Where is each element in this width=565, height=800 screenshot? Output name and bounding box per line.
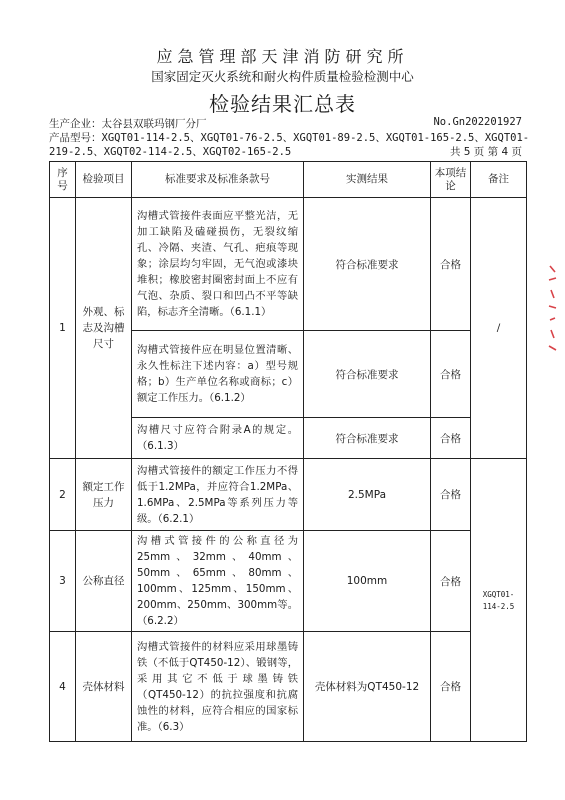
center-name: 国家固定灭火系统和耐火构件质量检验检测中心 (151, 69, 414, 84)
header-item: 检验项目 (76, 162, 132, 198)
table-row (50, 198, 527, 331)
conclusion: 合格 (431, 632, 471, 742)
inspection-seal-fragment (548, 262, 557, 354)
report-number: No.Gn202201927 (433, 116, 522, 128)
conclusion: 合格 (431, 531, 471, 632)
header-requirement: 标准要求及标准条款号 (132, 162, 304, 198)
remark-model (471, 459, 527, 742)
header-result: 实测结果 (304, 162, 431, 198)
test-item: 壳体材料 (76, 632, 132, 742)
remark: / (471, 198, 527, 459)
measured-result: 符合标准要求 (304, 198, 431, 331)
conclusion: 合格 (431, 459, 471, 531)
conclusion: 合格 (431, 331, 471, 418)
header-conclusion: 本项结论 (431, 162, 471, 198)
table-row (50, 531, 527, 632)
test-item: 外观、标志及沟槽尺寸 (76, 198, 132, 459)
page-title: 检验结果汇总表 (209, 92, 356, 116)
table-header-row (50, 162, 527, 198)
seal-edge-icon (548, 262, 557, 354)
requirement-text: 沟槽尺寸应符合附录A的规定。（6.1.3） (132, 418, 304, 459)
results-table (49, 161, 527, 742)
table-row (50, 459, 527, 531)
manufacturer: 生产企业：太谷县双联玛钢厂分厂 (49, 118, 207, 130)
requirement-text: 沟槽式管接件的公称直径为25mm、32mm、40mm、50mm、65mm、80mm、100mm、125mm、150mm、200mm、250mm、300mm等。（6.2.2） (132, 531, 304, 632)
row-number: 2 (50, 459, 76, 531)
measured-result: 壳体材料为QT450-12 (304, 632, 431, 742)
header-no: 序号 (50, 162, 76, 198)
row-number: 4 (50, 632, 76, 742)
requirement-text: 沟槽式管接件应在明显位置清晰、永久性标注下述内容：a）型号规格；b）生产单位名称或商标；c）额定工作压力。（6.1.2） (132, 331, 304, 418)
requirement-text: 沟槽式管接件的额定工作压力不得低于1.2MPa，并应符合1.2MPa、1.6MPa、2.5MPa等系列压力等级。（6.2.1） (132, 459, 304, 531)
header-remark: 备注 (471, 162, 527, 198)
institute-name: 应急管理部天津消防研究所 (156, 47, 409, 66)
conclusion: 合格 (431, 198, 471, 331)
product-models-line1: 产品型号：XGQT01-114-2.5、XGQT01-76-2.5、XGQT01-89-2.5、XGQT01-165-2.5、XGQT01- (49, 132, 530, 144)
table-row (50, 632, 527, 742)
measured-result: 符合标准要求 (304, 418, 431, 459)
test-item: 公称直径 (76, 531, 132, 632)
row-number: 3 (50, 531, 76, 632)
test-item: 额定工作压力 (76, 459, 132, 531)
row-number: 1 (50, 198, 76, 459)
page-indicator: 共 5 页 第 4 页 (449, 146, 522, 158)
requirement-text: 沟槽式管接件表面应平整光洁，无加工缺陷及磕碰损伤，无裂纹缩孔、冷隔、夹渣、气孔、疤痕等现象；涂层均匀牢固，无气泡或漆块堆积；橡胶密封圈密封面上不应有气泡、杂质、裂口和凹凸不平等缺陷，标志齐全清晰。（6.1.1） (132, 198, 304, 331)
remark-model-text: XGQT01-114-2.5 (482, 590, 515, 611)
requirement-text: 沟槽式管接件的材料应采用球墨铸铁（不低于QT450-12）、锻钢等，采用其它不低于球墨铸铁（QT450-12）的抗拉强度和抗腐蚀性的材料，应符合相应的国家标准。（6.3） (132, 632, 304, 742)
product-models-line2: 219-2.5、XGQT02-114-2.5、XGQT02-165-2.5 (49, 146, 292, 158)
measured-result: 符合标准要求 (304, 331, 431, 418)
measured-result: 2.5MPa (304, 459, 431, 531)
measured-result: 100mm (304, 531, 431, 632)
conclusion: 合格 (431, 418, 471, 459)
